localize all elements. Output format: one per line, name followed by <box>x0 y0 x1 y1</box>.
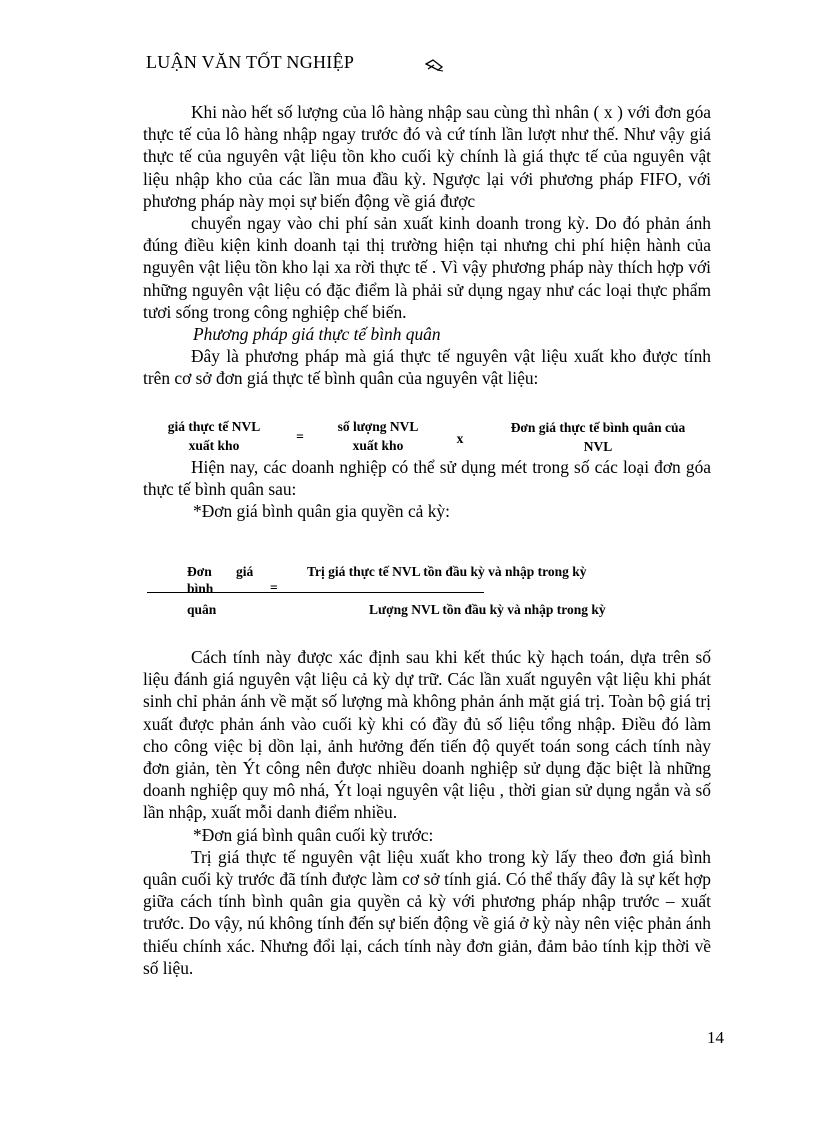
paragraph: Cách tính này được xác định sau khi kết thúc kỳ hạch toán, dựa trên số liệu đánh giá nguyên vật liệu cả kỳ dự trữ. Các lần xuất nguyên vật liệu khi phát sinh chỉ phản ánh về mặt số lượng mà không phản ánh mặt giá trị. Toàn bộ giá trị xuất được phản ánh vào cuối kỳ khi có đầy đủ số liệu tổng nhập. Điều đó làm cho công việc bị dồn lại, ảnh hưởng đến tiến độ quyết toán song cách tính này đơn giản, tèn Ýt công nên được nhiều doanh nghiệp sử dụng đặc biệt là những doanh nghiệp quy mô nhá, Ýt loại nguyên vật liệu , thời gian sử dụng ngắn và số lần nhập, xuất mỗi danh điểm nhiều. <box>143 647 711 823</box>
formula-left-word: Đơn <box>187 564 212 579</box>
pen-icon <box>425 58 445 72</box>
formula-left-word: quân <box>187 602 217 617</box>
formula-numerator: Trị giá thực tế NVL tồn đầu kỳ và nhập trong kỳ <box>307 564 587 579</box>
section-heading: Phương pháp giá thực tế bình quân <box>193 324 441 345</box>
page-header-title: LUẬN VĂN TỐT NGHIỆP <box>146 52 355 72</box>
formula-mid-line1: số lượng NVL <box>337 419 419 434</box>
paragraph: Trị giá thực tế nguyên vật liệu xuất kho trong kỳ lấy theo đơn giá bình quân cuối kỳ trước đã tính được làm cơ sở tính giá. Có thể thấy đây là sự kết hợp giữa cách tính bình quân gia quyền cả kỳ với phương pháp nhập trước – xuất trước. Do vậy, nú không tính đến sự biến động về giá ở kỳ này nên việc phản ánh thiếu chính xác. Nhưng đổi lại, cách tính này đơn giản, đảm bảo tính kịp thời về số liệu. <box>143 846 711 978</box>
fraction-bar <box>147 592 484 593</box>
formula-mid-line2: xuất kho <box>352 438 404 453</box>
formula-equals: = <box>296 429 304 444</box>
formula-denominator: Lượng NVL tồn đầu kỳ và nhập trong kỳ <box>369 602 606 617</box>
paragraph: Khi nào hết số lượng của lô hàng nhập sau cùng thì nhân ( x ) với đơn góa thực tế của lô hàng nhập ngay trước đó và cứ tính lần lượt như thế. Như vậy giá thực tế của nguyên vật liệu tồn kho cuối kỳ chính là giá thực tế của nguyên vật liệu nhập kho của các lần mua đầu kỳ. Ngược lại với phương pháp FIFO, với phương pháp này mọi sự biến động về giá được <box>143 102 711 211</box>
text-block-1 <box>143 101 711 390</box>
formula-equals: = <box>270 580 278 595</box>
page-number: 14 <box>707 1028 724 1047</box>
paragraph: chuyển ngay vào chi phí sản xuất kinh doanh trong kỳ. Do đó phản ánh đúng điều kiện kinh doanh tại thị trường hiện tại nhưng chi phí hiện hành của nguyên vật liệu tồn kho lại xa rời thực tế . Vì vậy phương pháp này thích hợp với những nguyên vật liệu có đặc điểm là phải sử dụng ngay như các loại thực phẩm tươi sống trong công nghiệp chế biến. <box>143 213 711 322</box>
formula-left-word: bình <box>187 581 214 596</box>
method-heading: *Đơn giá bình quân gia quyền cả kỳ: <box>193 501 450 522</box>
formula-times: x <box>456 431 464 446</box>
method-heading: *Đơn giá bình quân cuối kỳ trước: <box>193 824 434 845</box>
text-block-2 <box>143 456 711 523</box>
paragraph: Đây là phương pháp mà giá thực tế nguyên vật liệu xuất kho được tính trên cơ sở đơn giá thực tế bình quân của nguyên vật liệu: <box>143 346 711 389</box>
formula-left-line2: xuất kho <box>188 438 240 453</box>
formula-left-word: giá <box>236 564 254 579</box>
formula-left-line1: giá thực tế NVL <box>167 419 261 434</box>
text-block-3 <box>143 646 711 979</box>
formula-right-line1: Đơn giá thực tế bình quân của <box>510 420 686 435</box>
formula-right-line2: NVL <box>583 439 613 454</box>
paragraph: Hiện nay, các doanh nghiệp có thể sử dụng mét trong số các loại đơn góa thực tế bình quân sau: <box>143 457 711 500</box>
